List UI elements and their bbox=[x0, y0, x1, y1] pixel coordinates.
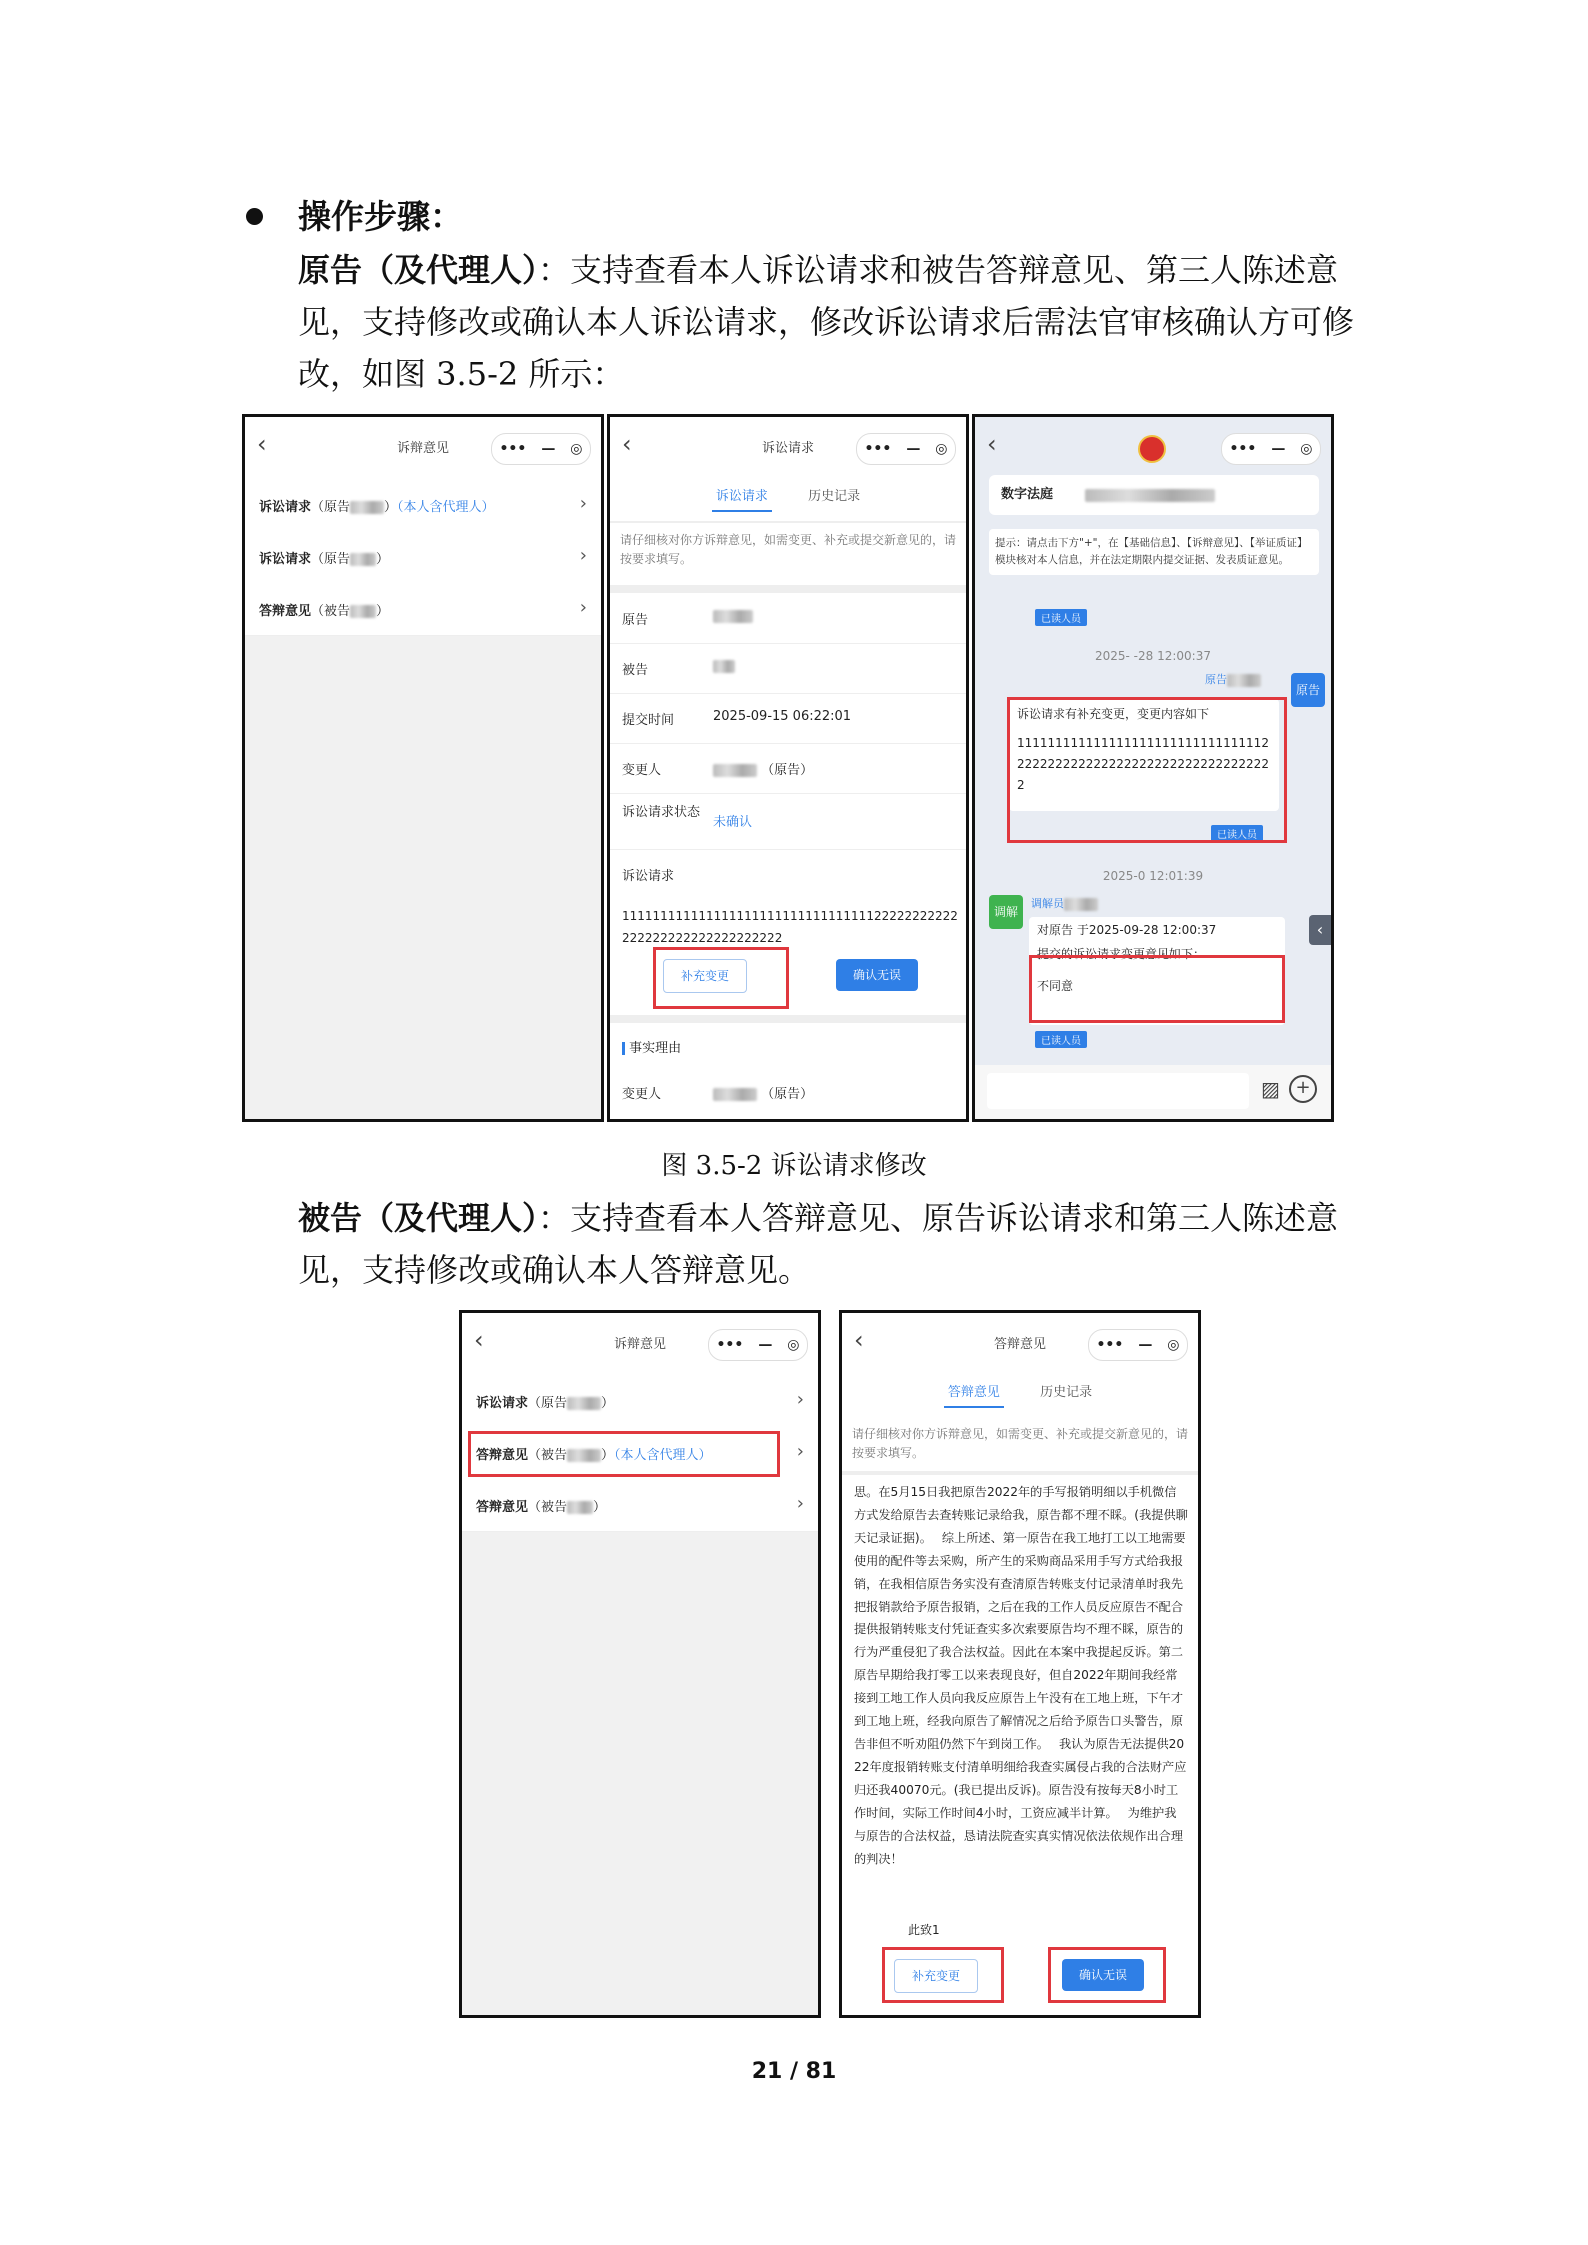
tab-history[interactable]: 历史记录 bbox=[1040, 1385, 1093, 1400]
back-icon[interactable]: ‹ bbox=[257, 430, 267, 458]
supplement-change-button[interactable]: 补充变更 bbox=[894, 1959, 978, 1993]
mini-program-capsule[interactable] bbox=[491, 433, 591, 465]
navbar bbox=[245, 417, 601, 479]
mediator-avatar: 调解 bbox=[989, 895, 1023, 929]
highlight-box bbox=[1007, 697, 1287, 843]
supplement-change-button[interactable]: 补充变更 bbox=[663, 959, 747, 993]
field-claim-status: 诉讼请求状态 未确认 bbox=[610, 793, 966, 850]
more-icon[interactable]: ••• bbox=[1229, 441, 1257, 457]
list-item-defense[interactable]: 答辩意见（被告 ） › bbox=[245, 583, 601, 636]
list-item-claim-other[interactable]: 诉讼请求（原告 ） › bbox=[245, 531, 601, 584]
page-title: 诉讼请求 bbox=[761, 441, 814, 456]
tab-claim[interactable]: 诉讼请求 bbox=[712, 479, 772, 512]
back-icon[interactable]: ‹ bbox=[474, 1326, 484, 1354]
close-target-icon[interactable]: ◎ bbox=[787, 1337, 800, 1353]
mini-program-capsule[interactable] bbox=[1221, 433, 1321, 465]
tab-bar bbox=[610, 479, 966, 519]
list-item-defense-own[interactable]: 答辩意见（被告 ）（本人含代理人） › bbox=[462, 1427, 818, 1480]
plus-icon[interactable]: + bbox=[1289, 1075, 1317, 1103]
close-target-icon[interactable]: ◎ bbox=[1300, 441, 1313, 457]
highlight-box bbox=[468, 1431, 780, 1477]
mini-program-capsule[interactable] bbox=[856, 433, 956, 465]
sender-name: 原告 bbox=[1205, 671, 1261, 687]
chevron-right-icon: › bbox=[796, 1493, 804, 1514]
list-item-claim[interactable]: 诉讼请求（原告 ） › bbox=[462, 1375, 818, 1428]
screenshot-litigation-opinions bbox=[242, 414, 604, 1122]
screenshot-defense-list bbox=[459, 1310, 821, 2018]
close-target-icon[interactable]: ◎ bbox=[1167, 1337, 1180, 1353]
minimize-icon[interactable]: — bbox=[1138, 1337, 1153, 1353]
back-icon[interactable]: ‹ bbox=[987, 430, 997, 458]
field-plaintiff: 原告 bbox=[610, 593, 966, 644]
list-item-claim-own[interactable]: 诉讼请求（原告 ）（本人含代理人） › bbox=[245, 479, 601, 532]
read-tag[interactable]: 已读人员 bbox=[1035, 1031, 1087, 1048]
navbar bbox=[610, 417, 966, 479]
page-title: 诉辩意见 bbox=[396, 441, 449, 456]
chevron-right-icon: › bbox=[796, 1389, 804, 1410]
confirm-correct-button[interactable]: 确认无误 bbox=[1062, 1959, 1144, 1991]
minimize-icon[interactable]: — bbox=[758, 1337, 773, 1353]
message-claim-change: 诉讼请求有补充变更，变更内容如下 1111111111111111111111111111111122222222222222222222222222222222222 bbox=[1009, 699, 1279, 811]
empty-area bbox=[462, 1532, 818, 2015]
sender-name: 调解员 bbox=[1031, 895, 1098, 911]
mini-program-capsule[interactable] bbox=[1088, 1329, 1188, 1361]
navbar bbox=[462, 1313, 818, 1375]
page-title: 答辩意见 bbox=[993, 1337, 1046, 1352]
tab-defense[interactable]: 答辩意见 bbox=[944, 1375, 1004, 1408]
minimize-icon[interactable]: — bbox=[906, 441, 921, 457]
hint-text: 请仔细核对你方诉辩意见，如需变更、补充或提交新意见的，请按要求填写。 bbox=[852, 1427, 1189, 1460]
timestamp: 2025-0 12:01:39 bbox=[1102, 869, 1204, 883]
notice-text: 提示：请点击下方"+"，在【基础信息】、【诉辩意见】、【举证质证】模块核对本人信息，并在法定期限内提交证据、发表质证意见。 bbox=[989, 529, 1319, 575]
figure-caption-1: 图 3.5-2 诉讼请求修改 bbox=[661, 1151, 927, 1181]
more-icon[interactable]: ••• bbox=[1096, 1337, 1124, 1353]
read-tag[interactable]: 已读人员 bbox=[1035, 609, 1087, 626]
chevron-right-icon: › bbox=[579, 545, 587, 566]
paragraph-plaintiff: 原告（及代理人）：支持查看本人诉讼请求和被告答辩意见、第三人陈述意 见，支持修改或确认本人诉讼请求，修改诉讼请求后需法官审核确认方可修 改，如图 3.5-2 所示： bbox=[298, 251, 1355, 393]
page-title: 诉辩意见 bbox=[613, 1337, 666, 1352]
message-mediator: 对原告 于2025-09-28 12:00:37 提交的诉讼请求变更意见如下： 不同意 bbox=[1029, 917, 1285, 1025]
minimize-icon[interactable]: — bbox=[541, 441, 556, 457]
field-claim-label: 诉讼请求 bbox=[622, 869, 675, 884]
highlight-box bbox=[1048, 1947, 1166, 2003]
highlight-box bbox=[1029, 955, 1285, 1023]
navbar bbox=[842, 1313, 1198, 1375]
back-icon[interactable]: ‹ bbox=[622, 430, 632, 458]
section-heading: 操作步骤： bbox=[298, 197, 463, 236]
close-target-icon[interactable]: ◎ bbox=[935, 441, 948, 457]
tab-bar bbox=[842, 1375, 1198, 1415]
more-icon[interactable]: ••• bbox=[864, 441, 892, 457]
tab-history[interactable]: 历史记录 bbox=[808, 489, 861, 504]
chevron-right-icon: › bbox=[579, 493, 587, 514]
chevron-right-icon: › bbox=[579, 597, 587, 618]
section-fact-reason: 事实理由 bbox=[622, 1037, 681, 1056]
claim-content: 11111111111111111111111111111111122222222222222222222222222222222 bbox=[622, 909, 958, 945]
close-target-icon[interactable]: ◎ bbox=[570, 441, 583, 457]
page-number: 21 / 81 bbox=[751, 2059, 837, 2084]
confirm-correct-button[interactable]: 确认无误 bbox=[836, 959, 918, 991]
court-header-card: 数字法庭 bbox=[989, 475, 1319, 515]
back-icon[interactable]: ‹ bbox=[854, 1326, 864, 1354]
field-changer-2: 变更人 （原告） bbox=[622, 1087, 814, 1102]
closing-text: 此致1 bbox=[908, 1923, 940, 1937]
image-icon[interactable]: ▨ bbox=[1261, 1077, 1280, 1101]
bullet-dot bbox=[246, 208, 263, 225]
mini-program-capsule[interactable] bbox=[708, 1329, 808, 1361]
read-tag[interactable]: 已读人员 bbox=[1211, 825, 1263, 842]
screenshot-digital-court-chat bbox=[972, 414, 1334, 1122]
field-changer: 变更人 （原告） bbox=[610, 743, 966, 794]
more-icon[interactable]: ••• bbox=[499, 441, 527, 457]
court-emblem-icon bbox=[1138, 435, 1166, 463]
list-item-defense-other[interactable]: 答辩意见（被告 ） › bbox=[462, 1479, 818, 1532]
more-icon[interactable]: ••• bbox=[716, 1337, 744, 1353]
screenshot-defense-detail bbox=[839, 1310, 1201, 2018]
paragraph-plaintiff-role: 原告（及代理人） bbox=[298, 251, 539, 289]
highlight-box bbox=[882, 1947, 1004, 2003]
plaintiff-avatar: 原告 bbox=[1291, 673, 1325, 707]
defense-content: 思。在5月15日我把原告2022年的手写报销明细以手机微信方式发给原告去查转账记录给我，原告都不理不睬。(我提供聊天记录证据)。 综上所述、第一原告在我工地打工以工地需要使用的配件等去采购，所产生的采购商品采用手写方式给我报销，在我相信原告务实没有查清原告转账支付记录清单时我先把报销款给予原告报销，之后在我的工作人员反应原告不配合提供报销转账支付凭证查实多次索要原告均不理不睬，原告的行为严重侵犯了我合法权益。因此在本案中我提起反诉。第二原告早期给我打零工以来表现良好，但自2022年期间我经常接到工地工作人员向我反应原告上午没有在工地上班，下午才到工地上班，经我向原告了解情况之后给予原告口头警告，原告非但不听劝阻仍然下午到岗工作。 我认为原告无法提供2022年度报销转账支付清单明细给我查实属侵占我的合法财产应归还我40070元。(我已提出反诉)。原告没有按每天8小时工作时间，实际工作时间4小时，工资应减半计算。 为维护我与原告的合法权益，恳请法院查实真实情况依法依规作出合理的判决！ bbox=[854, 1485, 1188, 1866]
timestamp: 2025- -28 12:00:37 bbox=[1095, 649, 1211, 663]
minimize-icon[interactable]: — bbox=[1271, 441, 1286, 457]
navbar bbox=[975, 417, 1331, 479]
highlight-box bbox=[653, 947, 789, 1009]
field-submit-time: 提交时间 2025-09-15 06:22:01 bbox=[610, 693, 966, 744]
empty-area bbox=[245, 636, 601, 1119]
message-input[interactable] bbox=[987, 1073, 1249, 1109]
chevron-right-icon: › bbox=[796, 1441, 804, 1462]
field-defendant: 被告 bbox=[610, 643, 966, 694]
collapse-icon[interactable]: ‹ bbox=[1309, 915, 1331, 945]
paragraph-defendant: 被告（及代理人）：支持查看本人答辩意见、原告诉讼请求和第三人陈述意 见，支持修改或确认本人答辩意见。 bbox=[298, 1199, 1339, 1289]
paragraph-defendant-role: 被告（及代理人） bbox=[298, 1199, 539, 1237]
hint-text: 请仔细核对你方诉辩意见，如需变更、补充或提交新意见的，请按要求填写。 bbox=[620, 533, 957, 566]
screenshot-claim-detail bbox=[607, 414, 969, 1122]
